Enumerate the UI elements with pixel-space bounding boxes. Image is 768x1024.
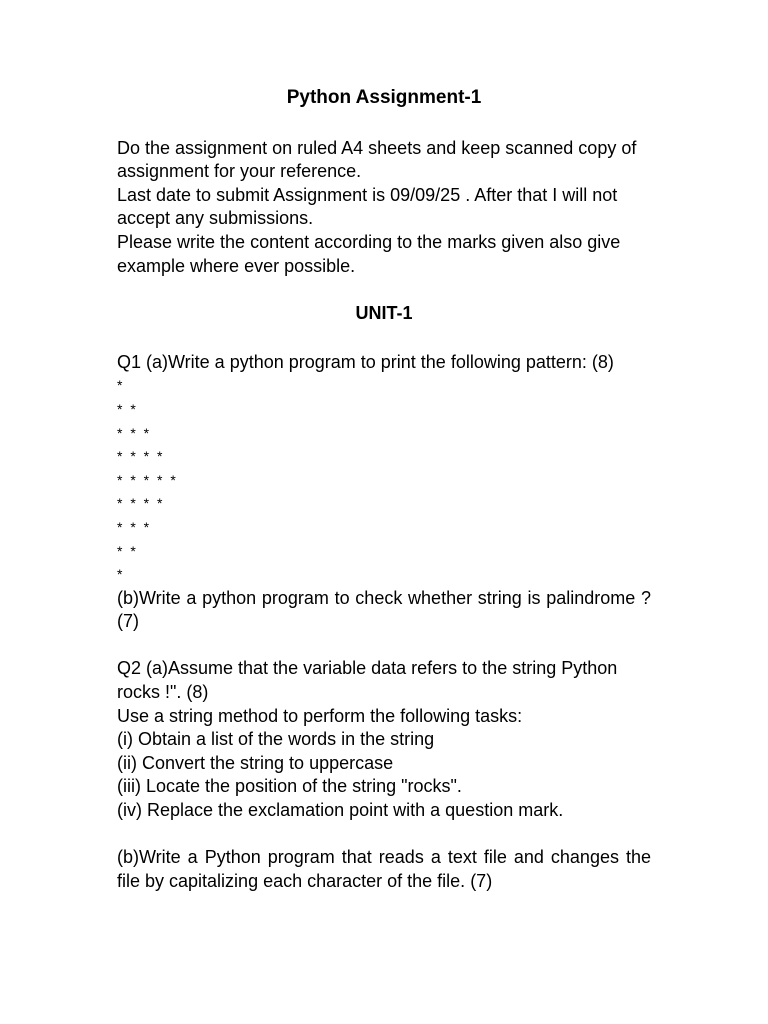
pattern-line: * * (117, 400, 138, 417)
pattern (117, 374, 651, 586)
question-2 (117, 657, 651, 893)
pattern-line: * (117, 377, 125, 394)
pattern-line: * * * * (117, 495, 165, 512)
unit-heading: UNIT-1 (355, 303, 413, 324)
pattern-line: * * * * (117, 448, 165, 465)
task-line: (ii) Convert the string to uppercase (117, 752, 394, 773)
instruction-line: Please write the content according to the marks given also give example where ever possible. (117, 231, 621, 276)
pattern-line: * * * (117, 424, 152, 441)
pattern-line: * * * (117, 518, 152, 535)
question-2b: (b)Write a Python program that reads a text file and changes the file by capitalizing each character of the file. (7) (117, 847, 651, 891)
task-line: (iii) Locate the position of the string "rocks". (117, 776, 462, 797)
pattern-line: * (117, 566, 125, 583)
task-line: (iv) Replace the exclamation point with a question mark. (117, 800, 564, 821)
task-line: Use a string method to perform the following tasks: (117, 705, 523, 726)
pattern-line: * * (117, 542, 138, 559)
question-2a: Q2 (a)Assume that the variable data refers to the string Python rocks !". (8) (117, 658, 618, 703)
question-1b: (b)Write a python program to check whether string is palindrome ? (7) (117, 587, 651, 632)
question-1a: Q1 (a)Write a python program to print the following pattern: (8) (117, 351, 614, 372)
task-line: (i) Obtain a list of the words in the string (117, 729, 435, 750)
instruction-line: Do the assignment on ruled A4 sheets and keep scanned copy of assignment for your reference. (117, 137, 637, 182)
question-1 (117, 351, 651, 634)
document-title: Python Assignment-1 (286, 87, 482, 108)
pattern-line: * * * * * (117, 471, 178, 488)
spacer (117, 634, 651, 658)
instructions (117, 137, 651, 279)
instruction-line: Last date to submit Assignment is 09/09/25 . After that I will not accept any submissions. (117, 184, 618, 229)
document-page (117, 86, 651, 893)
spacer (117, 823, 651, 847)
